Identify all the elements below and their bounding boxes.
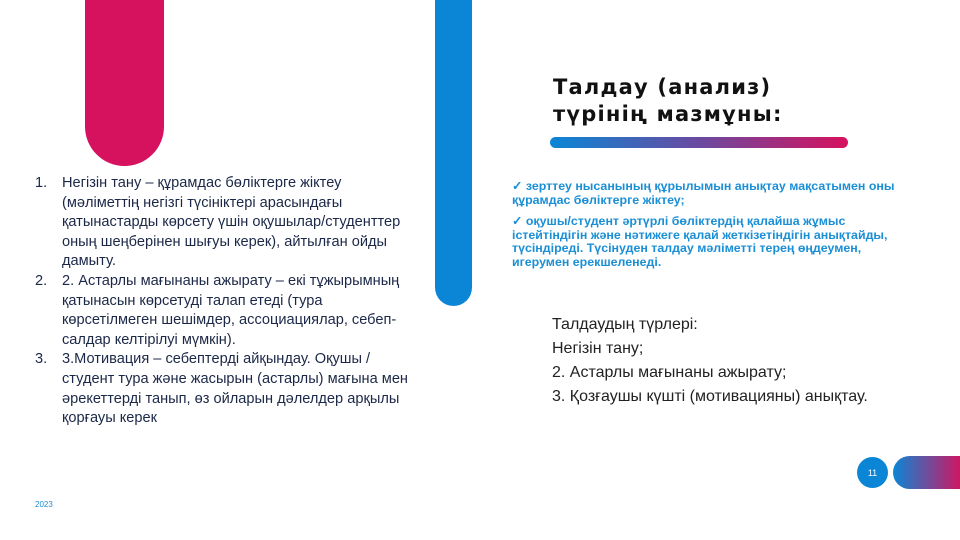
list-number: 1. xyxy=(35,175,48,191)
types-heading: Талдаудың түрлері: xyxy=(552,316,698,333)
list-text: 2. Астарлы мағынаны ажырату – екі тұжырымның қатынасын көрсетуді талап етеді (тура көрсетілмеген шешімдер, ассоциациялар, себеп-салдар келтірілуі мүмкін). xyxy=(62,272,400,348)
description-point: ✓ оқушы/студент әртүрлі бөліктердің қалайша жұмыс істейтіндігін және нәтижеге қалай жеткізетіндігін анықтайды, түсіндіреді. Түсінуден талдау мәліметті терең өңдеумен, игерумен ерекшеленеді. xyxy=(512,214,888,269)
title-underline-gradient xyxy=(550,137,848,148)
footer-year: 2023 xyxy=(35,500,53,509)
title-line-2: түрінің мазмұны: xyxy=(553,102,783,126)
decorative-gradient-pill xyxy=(893,456,960,489)
decorative-blue-bar xyxy=(435,0,472,306)
analysis-description xyxy=(512,180,912,277)
list-number: 2. xyxy=(35,272,48,289)
list-item xyxy=(35,350,420,428)
list-number: 3. xyxy=(35,351,48,368)
analysis-steps-list xyxy=(35,174,420,429)
list-text: 3.Мотивация – себептерді айқындау. Оқушы /студент тура және жасырын (астарлы) мағына мен әрекеттерді танып, өз ойларын дәлелдер арқылы қорғауы керек xyxy=(62,351,408,427)
slide-title xyxy=(553,74,783,128)
description-point: ✓ зерттеу нысанының құрылымын анықтау мақсатымен оны құрамдас бөліктерге жіктеу; xyxy=(512,179,895,207)
title-line-1: Талдау (анализ) xyxy=(553,75,772,99)
page-number-badge: 11 xyxy=(857,457,888,488)
type-item: Негізін тану; xyxy=(552,340,644,357)
decorative-pink-bar xyxy=(85,0,164,166)
list-item xyxy=(35,272,420,350)
list-text: Негізін тану – құрамдас бөліктерге жіктеу (мәліметтің негізгі түсініктері арасындағы қатынастарды көрсету үшін оқушылар/студенттер оның шеңберінен шығуы керек), айтылған ойды дамыту. xyxy=(62,175,401,270)
type-item: 3. Қозғаушы күшті (мотивацияны) анықтау. xyxy=(552,388,868,405)
list-item xyxy=(35,174,420,272)
analysis-types xyxy=(552,314,892,410)
type-item: 2. Астарлы мағынаны ажырату; xyxy=(552,364,787,381)
